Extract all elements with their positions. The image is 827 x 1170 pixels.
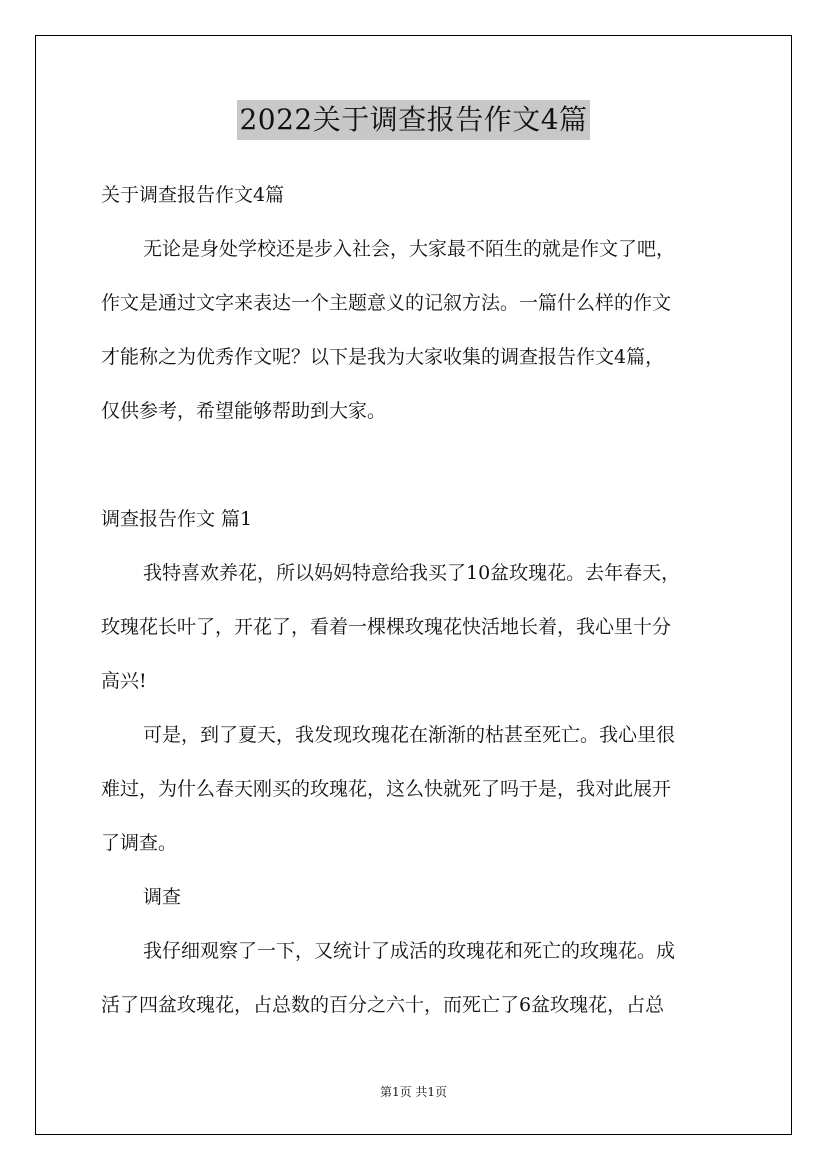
- page-footer: 第1页 共1页: [379, 1085, 448, 1099]
- para1-line-3: 高兴!: [101, 670, 147, 692]
- para3-line-2: 活了四盆玫瑰花，占总数的百分之六十，而死亡了6盆玫瑰花，占总: [101, 994, 665, 1016]
- intro-line-4: 仅供参考，希望能够帮助到大家。: [101, 400, 387, 422]
- para2-line-3: 了调查。: [101, 832, 178, 854]
- para1-line-2: 玫瑰花长叶了，开花了，看着一棵棵玫瑰花快活地长着，我心里十分: [101, 616, 672, 638]
- intro-line-2: 作文是通过文字来表达一个主题意义的记叙方法。一篇什么样的作文: [101, 292, 672, 314]
- subheading: 调查: [143, 886, 182, 908]
- section-heading: 调查报告作文 篇1: [101, 508, 253, 530]
- para3-line-1: 我仔细观察了一下，又统计了成活的玫瑰花和死亡的玫瑰花。成: [143, 940, 676, 962]
- para2-line-1: 可是，到了夏天，我发现玫瑰花在渐渐的枯甚至死亡。我心里很: [143, 724, 676, 746]
- title-container: [0, 100, 827, 140]
- para1-line-1: 我特喜欢养花，所以妈妈特意给我买了10盆玫瑰花。去年春天，: [143, 562, 681, 584]
- document-title: 2022关于调查报告作文4篇: [237, 100, 589, 140]
- intro-line-1: 无论是身处学校还是步入社会，大家最不陌生的就是作文了吧，: [143, 238, 676, 260]
- intro-line-3: 才能称之为优秀作文呢？以下是我为大家收集的调查报告作文4篇，: [101, 346, 665, 368]
- para2-line-2: 难过，为什么春天刚买的玫瑰花，这么快就死了吗于是，我对此展开: [101, 778, 672, 800]
- document-subtitle: 关于调查报告作文4篇: [101, 184, 285, 206]
